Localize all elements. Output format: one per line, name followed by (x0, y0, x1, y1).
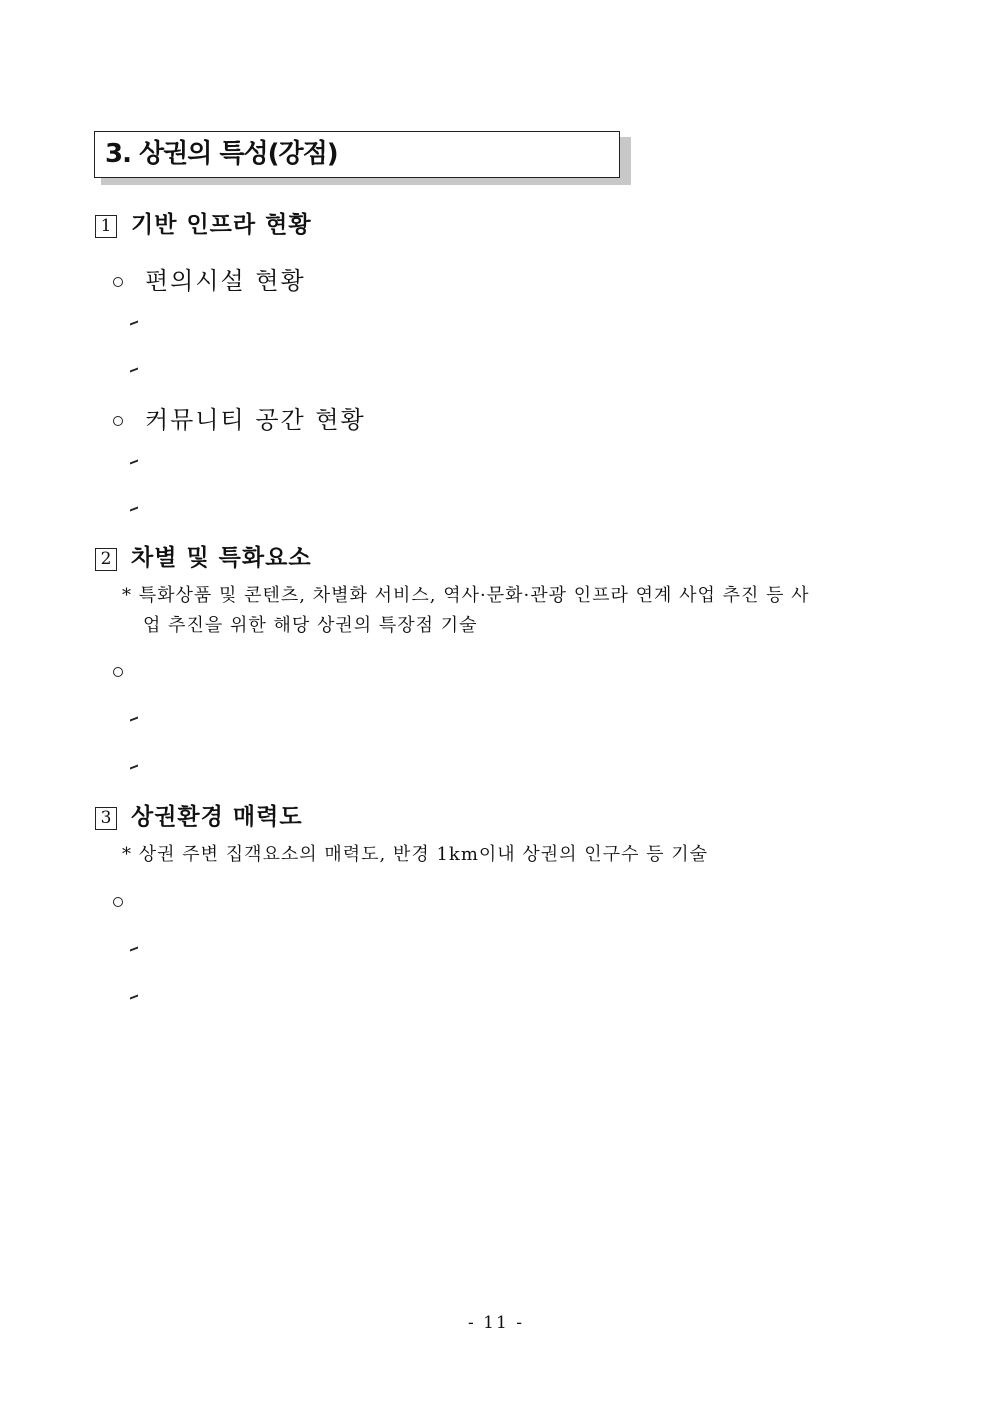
section-2-number: 2 (95, 548, 117, 571)
dash-item (130, 507, 138, 512)
title-box (94, 131, 620, 178)
section-1-number: 1 (95, 215, 117, 238)
section-2-title: 차별 및 특화요소 (131, 544, 312, 571)
section-3-note-line-1: * 상권 주변 집객요소의 매력도, 반경 1km이내 상권의 인구수 등 기술 (122, 844, 709, 865)
section-1-title: 기반 인프라 현황 (131, 211, 312, 238)
dash-item (130, 717, 138, 722)
dash-item (130, 765, 138, 770)
section-2-note-line-2: 업 추진을 위한 해당 상권의 특장점 기술 (143, 615, 478, 636)
dash-item (130, 368, 138, 373)
bullet-circle-1 (113, 277, 123, 287)
page-number: - 11 - (468, 1313, 524, 1333)
section-3-number: 3 (95, 807, 117, 830)
bullet-circle-4 (113, 897, 123, 907)
section-2-note-line-1: * 특화상품 및 콘텐츠, 차별화 서비스, 역사·문화·관광 인프라 연계 사업 추진 등 사 (122, 585, 810, 606)
section-3-title: 상권환경 매력도 (131, 803, 303, 830)
bullet-circle-3 (113, 667, 123, 677)
page-title: 3. 상권의 특성(강점) (105, 139, 338, 169)
dash-item (130, 995, 138, 1000)
bullet-text-2: 커뮤니티 공간 현황 (145, 406, 366, 434)
dash-item (130, 460, 138, 465)
dash-item (130, 947, 138, 952)
bullet-circle-2 (113, 416, 123, 426)
bullet-text-1: 편의시설 현황 (145, 267, 306, 295)
dash-item (130, 321, 138, 326)
